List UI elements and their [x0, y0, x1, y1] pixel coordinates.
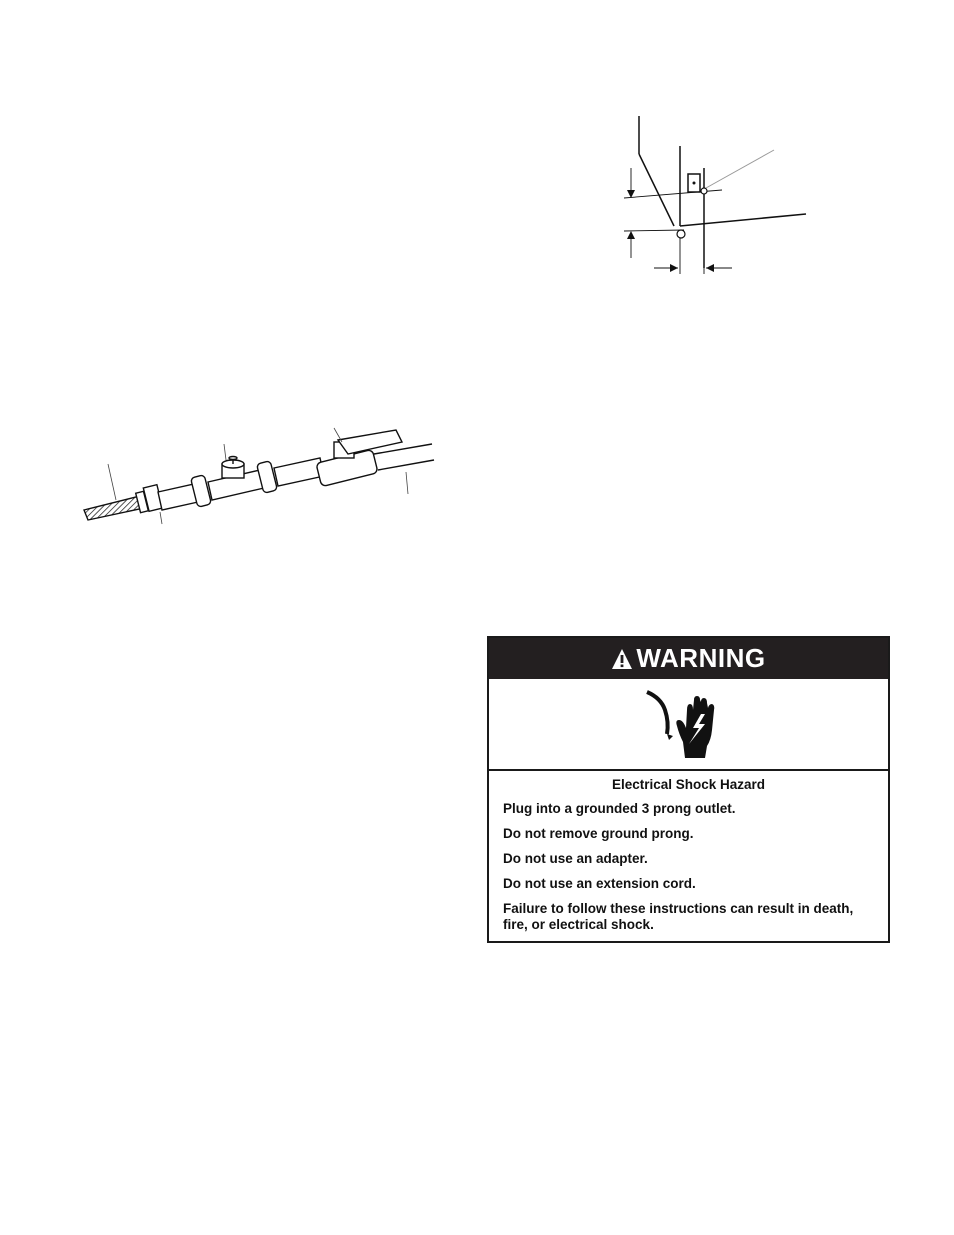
alert-triangle-icon — [611, 648, 633, 670]
hazard-title: Electrical Shock Hazard — [611, 777, 766, 792]
warning-header — [489, 638, 888, 679]
electrical-shock-warning-box — [487, 636, 890, 943]
hazard-icon-panel — [489, 679, 888, 771]
warning-line: Do not use an adapter. — [503, 851, 648, 866]
warning-line: Failure to follow these instructions can result in death, fire, or electrical shock. — [503, 901, 854, 932]
warning-line: Do not remove ground prong. — [503, 826, 694, 841]
warning-header-label: WARNING — [636, 643, 766, 673]
electrical-shock-hand-icon — [643, 686, 735, 762]
warning-line: Do not use an extension cord. — [503, 876, 696, 891]
warning-line: Plug into a grounded 3 prong outlet. — [503, 801, 736, 816]
warning-text — [489, 771, 888, 933]
anti-tip-bracket-diagram — [610, 108, 820, 284]
gas-supply-line-diagram — [76, 420, 446, 532]
